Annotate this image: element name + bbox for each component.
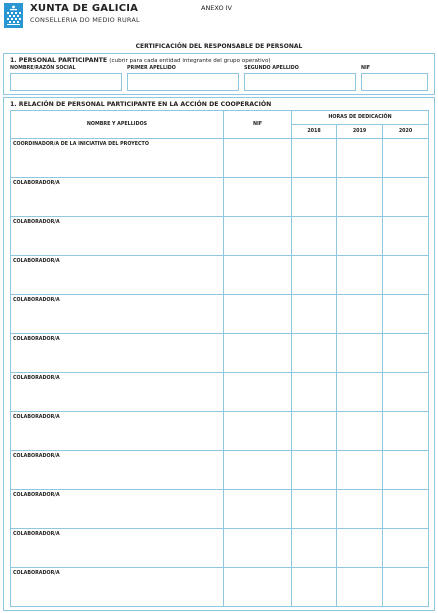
table-row [11,529,429,568]
name-cell[interactable] [11,334,224,373]
nif-cell[interactable] [224,256,292,295]
name-cell[interactable] [11,451,224,490]
field-label-nif: NIF [361,66,371,71]
name-cell[interactable] [11,412,224,451]
field-label-first-surname: PRIMER APELLIDO [127,66,176,71]
xunta-galicia-logo-icon [4,3,23,28]
hours-2018-cell[interactable] [292,295,337,334]
name-cell[interactable] [11,568,224,607]
hours-2020-cell[interactable] [383,373,429,412]
nif-cell[interactable] [224,490,292,529]
org-subtitle: CONSELLERIA DO MEDIO RURAL [30,16,140,24]
nif-field[interactable] [361,73,428,91]
nif-cell[interactable] [224,217,292,256]
header-hours: HORAS DE DEDICACIÓN [292,111,429,125]
name-cell[interactable] [11,178,224,217]
nif-cell[interactable] [224,568,292,607]
hours-2018-cell[interactable] [292,490,337,529]
row-role-label: COLABORADOR/A [13,220,60,225]
header-nif: NIF [224,111,292,139]
hours-2019-cell[interactable] [337,139,383,178]
annex-label: ANEXO IV [201,4,232,12]
second-surname-field[interactable] [244,73,356,91]
row-role-label: COLABORADOR/A [13,376,60,381]
hours-2018-cell[interactable] [292,217,337,256]
table-row [11,295,429,334]
row-role-label: COORDINADOR/A DE LA INICIATIVA DEL PROYECTO [13,142,149,147]
row-role-label: COLABORADOR/A [13,181,60,186]
hours-2019-cell[interactable] [337,217,383,256]
table-row [11,256,429,295]
section1-title-text: 1. PERSONAL PARTICIPANTE [10,57,108,64]
field-label-second-surname: SEGUNDO APELLIDO [244,66,299,71]
table-row [11,217,429,256]
hours-2020-cell[interactable] [383,139,429,178]
nif-cell[interactable] [224,529,292,568]
name-cell[interactable] [11,373,224,412]
table-row [11,568,429,607]
hours-2020-cell[interactable] [383,295,429,334]
row-role-label: COLABORADOR/A [13,298,60,303]
table-row [11,139,429,178]
table-row [11,334,429,373]
hours-2019-cell[interactable] [337,451,383,490]
hours-2019-cell[interactable] [337,178,383,217]
name-cell[interactable] [11,139,224,178]
nif-cell[interactable] [224,334,292,373]
hours-2018-cell[interactable] [292,529,337,568]
name-cell[interactable] [11,295,224,334]
hours-2018-cell[interactable] [292,451,337,490]
nif-cell[interactable] [224,139,292,178]
staff-table [10,110,429,607]
table-row [11,451,429,490]
hours-2019-cell[interactable] [337,256,383,295]
hours-2020-cell[interactable] [383,256,429,295]
row-role-label: COLABORADOR/A [13,454,60,459]
hours-2019-cell[interactable] [337,334,383,373]
table-row [11,178,429,217]
hours-2020-cell[interactable] [383,490,429,529]
hours-2018-cell[interactable] [292,256,337,295]
row-role-label: COLABORADOR/A [13,337,60,342]
header-year-2019: 2019 [337,125,383,139]
hours-2020-cell[interactable] [383,217,429,256]
section1-title [10,57,271,64]
table-row [11,412,429,451]
header-year-2018: 2018 [292,125,337,139]
hours-2019-cell[interactable] [337,412,383,451]
nif-cell[interactable] [224,412,292,451]
hours-2019-cell[interactable] [337,490,383,529]
hours-2019-cell[interactable] [337,373,383,412]
name-cell[interactable] [11,490,224,529]
nif-cell[interactable] [224,451,292,490]
hours-2020-cell[interactable] [383,334,429,373]
row-role-label: COLABORADOR/A [13,571,60,576]
table-row [11,373,429,412]
document-title: CERTIFICACIÓN DEL RESPONSABLE DE PERSONAL [135,43,303,50]
nif-cell[interactable] [224,295,292,334]
hours-2018-cell[interactable] [292,139,337,178]
field-label-name: NOMBRE/RAZÓN SOCIAL [10,66,76,71]
hours-2020-cell[interactable] [383,451,429,490]
header-name: NOMBRE Y APELLIDOS [11,111,224,139]
row-role-label: COLABORADOR/A [13,493,60,498]
hours-2018-cell[interactable] [292,412,337,451]
hours-2020-cell[interactable] [383,412,429,451]
row-role-label: COLABORADOR/A [13,259,60,264]
hours-2020-cell[interactable] [383,568,429,607]
hours-2020-cell[interactable] [383,529,429,568]
hours-2019-cell[interactable] [337,295,383,334]
section1-note: (cubrir para cada entidad integrante del grupo operativo) [109,58,271,64]
nif-cell[interactable] [224,373,292,412]
table-row [11,490,429,529]
name-cell[interactable] [11,256,224,295]
hours-2020-cell[interactable] [383,178,429,217]
hours-2018-cell[interactable] [292,178,337,217]
org-name: XUNTA DE GALICIA [30,3,139,14]
first-surname-field[interactable] [127,73,239,91]
name-cell[interactable] [11,529,224,568]
row-role-label: COLABORADOR/A [13,532,60,537]
hours-2019-cell[interactable] [337,529,383,568]
name-cell[interactable] [11,217,224,256]
name-field[interactable] [10,73,122,91]
hours-2018-cell[interactable] [292,334,337,373]
hours-2018-cell[interactable] [292,373,337,412]
section2-title: 1. RELACIÓN DE PERSONAL PARTICIPANTE EN LA ACCIÓN DE COOPERACIÓN [10,101,272,108]
hours-2019-cell[interactable] [337,568,383,607]
nif-cell[interactable] [224,178,292,217]
row-role-label: COLABORADOR/A [13,415,60,420]
header-year-2020: 2020 [383,125,429,139]
hours-2018-cell[interactable] [292,568,337,607]
